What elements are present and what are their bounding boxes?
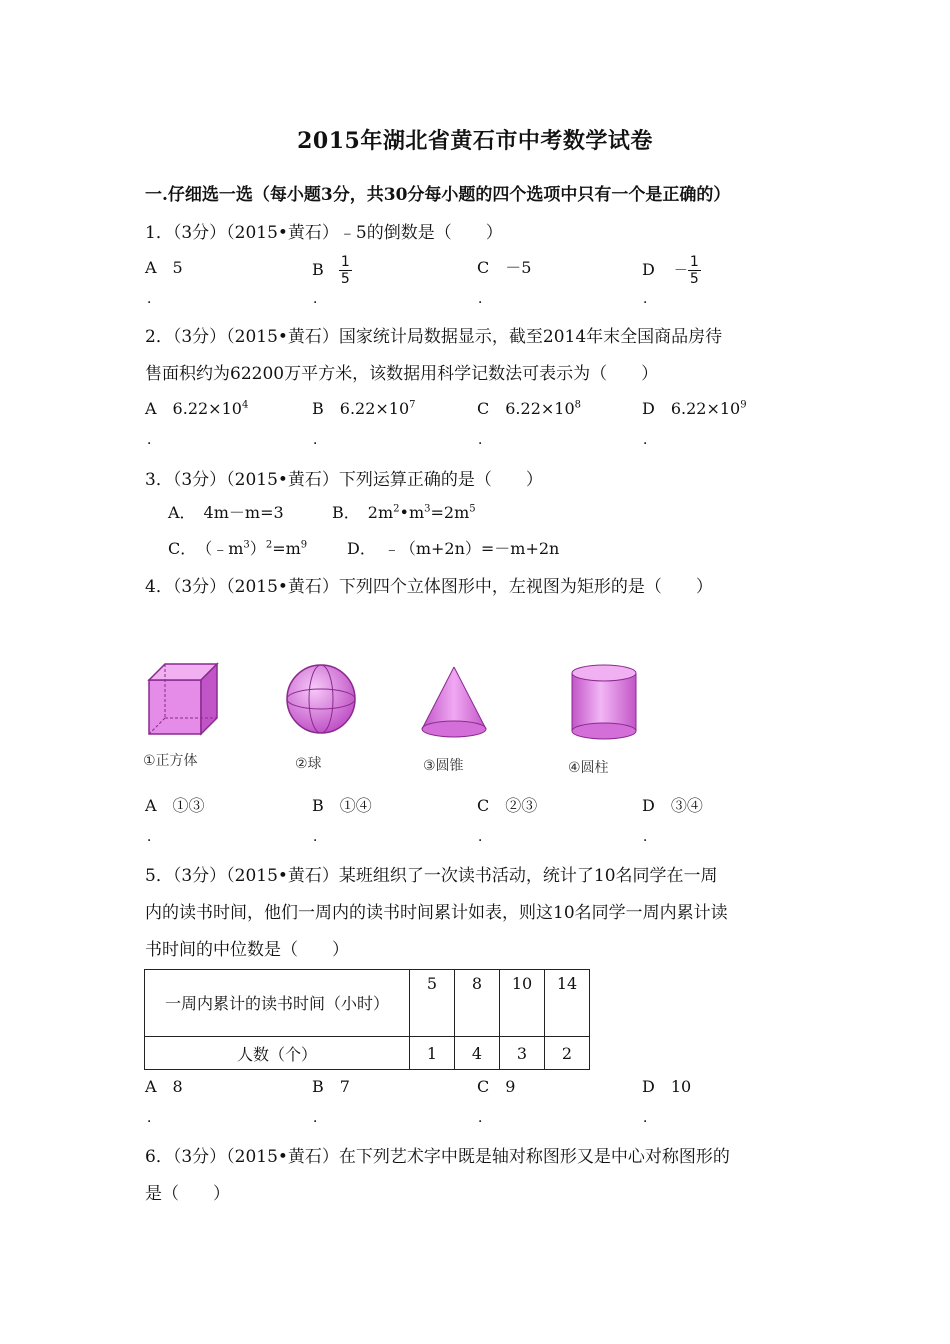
q5-option-c[interactable]: C 9: [477, 1077, 516, 1096]
q5-stem-line1: 5．（3分）（2015•黄石）某班组织了一次读书活动，统计了10名同学在一周: [145, 866, 718, 886]
table-cell: 10: [500, 970, 545, 1037]
exponent: 7: [409, 399, 416, 411]
q5-stem-line2: 内的读书时间，他们一周内的读书时间累计如表，则这10名同学一周内累计读: [145, 903, 728, 923]
option-dot: ．: [147, 829, 161, 845]
q4-option-b[interactable]: B ①④: [312, 796, 372, 815]
exponent: 3: [243, 539, 250, 551]
table-row: [145, 970, 590, 1037]
fig-label-sphere: ②球: [295, 756, 322, 772]
section-heading: 一.仔细选一选（每小题3分，共30分每小题的四个选项中只有一个是正确的）: [145, 185, 731, 205]
q2-option-c[interactable]: [477, 396, 581, 419]
q6-stem-line1: 6．（3分）（2015•黄石）在下列艺术字中既是轴对称图形又是中心对称图形的: [145, 1147, 730, 1167]
exponent: 5: [469, 503, 476, 515]
q3-option-d[interactable]: D． ﹣（m+2n）=－m+2n: [347, 539, 560, 558]
table-cell: 5: [410, 970, 455, 1037]
q4-option-a[interactable]: A ①③: [145, 796, 205, 815]
page-title: 2015年湖北省黄石市中考数学试卷: [297, 128, 653, 154]
exponent: 9: [740, 399, 747, 411]
sphere-figure: [283, 661, 359, 737]
exponent: 2: [393, 503, 400, 515]
q2-option-a[interactable]: [145, 396, 248, 419]
q3-option-c-part: =m: [272, 539, 301, 558]
q4-stem: 4．（3分）（2015•黄石）下列四个立体图形中，左视图为矩形的是（ ）: [145, 577, 713, 597]
q3-stem: 3．（3分）（2015•黄石）下列运算正确的是（ ）: [145, 470, 543, 490]
table-header-count: 人数（个）: [145, 1037, 410, 1070]
fraction-denominator: 5: [340, 271, 350, 287]
option-dot: ．: [147, 432, 161, 448]
option-dot: ．: [313, 829, 327, 845]
table-row: [145, 1037, 590, 1070]
q1-option-c[interactable]: C －5: [477, 258, 532, 277]
q2-option-b[interactable]: [312, 396, 416, 419]
table-cell: 2: [545, 1037, 590, 1070]
table-cell: 4: [455, 1037, 500, 1070]
fraction-numerator: 1: [689, 254, 699, 270]
option-dot: ．: [147, 1110, 161, 1126]
q2-option-d-text: D 6.22×10: [642, 399, 741, 418]
q4-option-c[interactable]: C ②③: [477, 796, 538, 815]
q5-option-a[interactable]: A 8: [145, 1077, 183, 1096]
cone-figure: [418, 663, 490, 743]
q3-option-c-part: ）: [249, 539, 266, 558]
option-dot: ．: [478, 291, 492, 307]
option-dot: ．: [643, 1110, 657, 1126]
table-header-hours: 一周内累计的读书时间（小时）: [145, 970, 410, 1037]
exponent: 4: [241, 399, 249, 411]
q6-stem-line2: 是（ ）: [145, 1184, 230, 1204]
q1-option-d-label: D: [642, 260, 655, 279]
q3-option-b[interactable]: [332, 500, 476, 523]
q4-option-d[interactable]: D ③④: [642, 796, 703, 815]
q3-option-b-part: =2m: [430, 503, 470, 522]
option-dot: ．: [643, 829, 657, 845]
table-cell: 3: [500, 1037, 545, 1070]
q5-option-d[interactable]: D 10: [642, 1077, 692, 1096]
table-cell: 14: [545, 970, 590, 1037]
reading-time-table: [144, 969, 590, 1070]
exponent: 3: [424, 503, 431, 515]
option-dot: ．: [313, 291, 327, 307]
q3-option-a[interactable]: A． 4m－m=3: [168, 503, 284, 522]
q3-option-c-part: C． （﹣m: [168, 539, 244, 558]
option-dot: ．: [478, 829, 492, 845]
cube-figure: [145, 660, 225, 740]
q2-option-a-text: A 6.22×10: [145, 399, 242, 418]
option-dot: ．: [478, 432, 492, 448]
q3-option-b-part: B． 2m: [332, 503, 394, 522]
q2-option-b-text: B 6.22×10: [312, 399, 410, 418]
q2-option-d[interactable]: [642, 396, 747, 419]
q1-stem: 1．（3分）（2015•黄石）﹣5的倒数是（ ）: [145, 223, 503, 243]
fig-label-cone: ③圆锥: [423, 758, 464, 774]
q3-option-b-part: •m: [399, 503, 425, 522]
exponent: 2: [265, 539, 273, 551]
q5-stem-line3: 书时间的中位数是（ ）: [145, 940, 349, 960]
table-cell: 1: [410, 1037, 455, 1070]
q1-option-a[interactable]: A 5: [145, 258, 183, 277]
q1-option-d-sign: －: [673, 263, 688, 279]
q2-stem-line1: 2．（3分）（2015•黄石）国家统计局数据显示，截至2014年末全国商品房待: [145, 327, 723, 347]
q1-option-d[interactable]: [642, 254, 701, 287]
q3-option-c[interactable]: [168, 536, 307, 559]
q2-stem-line2: 售面积约为62200万平方米，该数据用科学记数法可表示为（ ）: [145, 364, 659, 384]
option-dot: ．: [643, 291, 657, 307]
exponent: 8: [574, 399, 582, 411]
option-dot: ．: [147, 291, 161, 307]
cylinder-figure: [568, 663, 640, 743]
q2-option-c-text: C 6.22×10: [477, 399, 575, 418]
option-dot: ．: [643, 432, 657, 448]
fraction-denominator: 5: [689, 271, 699, 287]
fraction-numerator: 1: [340, 254, 350, 270]
q1-option-b-fraction: [339, 254, 352, 287]
solid-figures: [140, 655, 660, 775]
fig-label-cube: ①正方体: [143, 753, 198, 769]
q1-option-b[interactable]: [312, 254, 352, 287]
q1-option-d-fraction: [688, 254, 701, 287]
table-cell: 8: [455, 970, 500, 1037]
option-dot: ．: [313, 1110, 327, 1126]
q1-option-b-label: B: [312, 260, 324, 279]
fig-label-cylinder: ④圆柱: [568, 760, 609, 776]
option-dot: ．: [478, 1110, 492, 1126]
option-dot: ．: [313, 432, 327, 448]
exponent: 9: [300, 539, 308, 551]
q5-option-b[interactable]: B 7: [312, 1077, 350, 1096]
